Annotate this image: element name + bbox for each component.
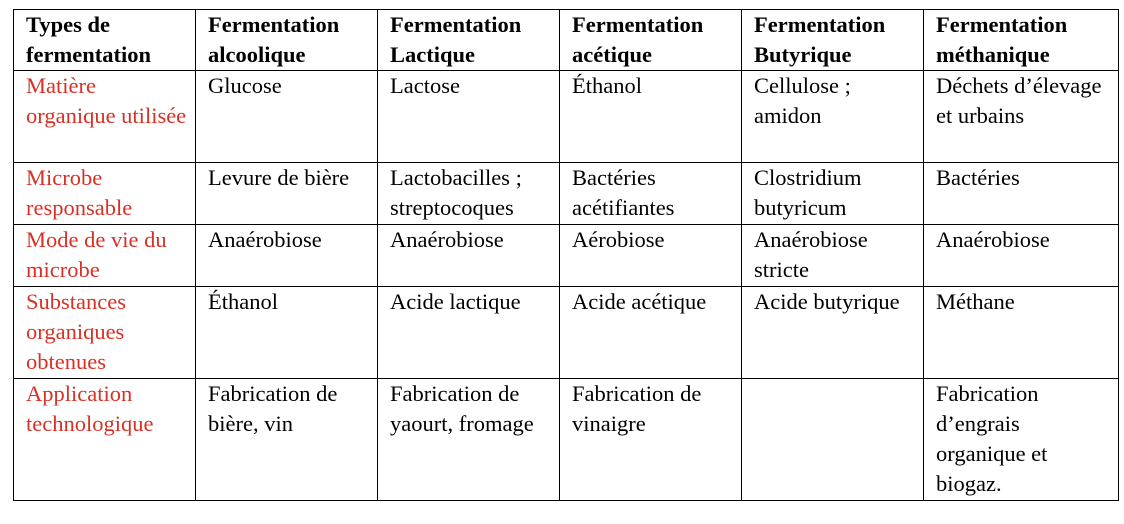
table-cell [378,225,560,287]
table-cell [924,71,1119,163]
table-cell [378,287,560,379]
table-cell [196,225,378,287]
cell-text: Glucose [208,73,282,98]
header-cell-types [14,10,196,71]
table-cell [924,225,1119,287]
row-label [14,225,196,287]
table-cell-empty [742,379,924,501]
table-row-microbe [14,163,1119,225]
table-cell [924,163,1119,225]
fermentation-table [13,9,1119,501]
cell-text: Levure de bière [208,165,350,190]
table-cell [560,379,742,501]
row-label-text: Application technologique [26,381,154,436]
cell-text: Clostridium butyricum [754,165,862,220]
header-text: Types de fermentation [26,12,151,67]
table-cell [378,71,560,163]
header-text: Fermentation alcoolique [208,12,340,67]
table-cell [560,225,742,287]
cell-text: Anaérobiose stricte [754,227,868,282]
table-cell [560,287,742,379]
cell-text: Méthane [936,289,1015,314]
cell-text: Lactobacilles ; streptocoques [390,165,522,220]
header-text: Fermentation Butyrique [754,12,886,67]
cell-text: Cellulose ; amidon [754,73,851,128]
table-cell [924,379,1119,501]
table-cell [560,163,742,225]
header-text: Fermentation Lactique [390,12,522,67]
table-row-mode-de-vie [14,225,1119,287]
row-label-text: Mode de vie du microbe [26,227,167,282]
cell-text: Acide lactique [390,289,521,314]
cell-text: Lactose [390,73,460,98]
table-cell [378,379,560,501]
header-row [14,10,1119,71]
cell-text: Anaérobiose [936,227,1050,252]
table-cell [924,287,1119,379]
table-cell [560,71,742,163]
row-label [14,71,196,163]
table-cell [196,71,378,163]
header-text: Fermentation acétique [572,12,704,67]
table-row-matiere [14,71,1119,163]
table-row-substances [14,287,1119,379]
table-cell [378,163,560,225]
row-label [14,163,196,225]
header-cell-lactique [378,10,560,71]
cell-text: Acide acétique [572,289,707,314]
cell-text: Éthanol [572,73,642,98]
row-label-text: Matière organique utilisée [26,73,187,128]
header-cell-acetique [560,10,742,71]
header-text: Fermentation méthanique [936,12,1068,67]
cell-text: Bactéries [936,165,1020,190]
cell-text: Fabrication d’engrais organique et biogaz. [936,381,1048,496]
cell-text: Fabrication de bière, vin [208,381,338,436]
cell-text: Aérobiose [572,227,665,252]
header-cell-butyrique [742,10,924,71]
table-cell [196,287,378,379]
table-cell [742,225,924,287]
cell-text: Anaérobiose [208,227,322,252]
cell-text: Bactéries acétifiantes [572,165,675,220]
table-cell [196,379,378,501]
table-row-application [14,379,1119,501]
row-label [14,287,196,379]
cell-text: Éthanol [208,289,278,314]
row-label-text: Microbe responsable [26,165,133,220]
cell-text: Fabrication de yaourt, fromage [390,381,534,436]
cell-text: Anaérobiose [390,227,504,252]
header-cell-alcoolique [196,10,378,71]
table-cell [742,287,924,379]
cell-text: Acide butyrique [754,289,900,314]
cell-text: Fabrication de vinaigre [572,381,702,436]
table-cell [742,71,924,163]
header-cell-methanique [924,10,1119,71]
row-label [14,379,196,501]
cell-text: Déchets d’élevage et urbains [936,73,1102,128]
row-label-text: Substances organiques obtenues [26,289,126,374]
table-cell [742,163,924,225]
table-cell [196,163,378,225]
